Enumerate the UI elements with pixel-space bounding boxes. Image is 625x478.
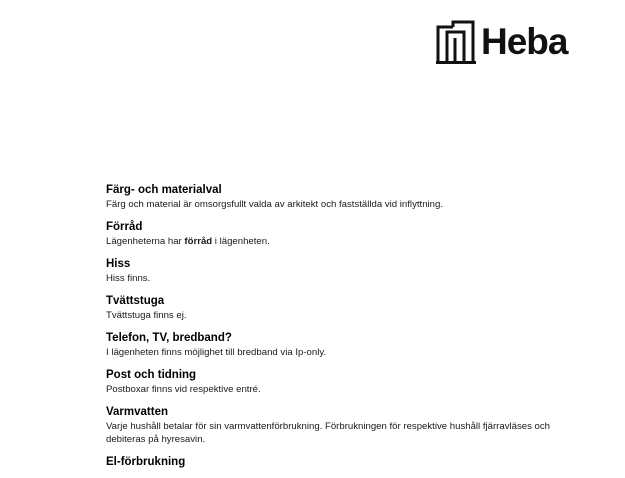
section-el-forbrukning xyxy=(106,455,576,469)
section-heading: El-förbrukning xyxy=(106,456,186,468)
section-text: Hiss finns. xyxy=(106,273,151,284)
building-icon xyxy=(436,20,476,64)
section-text xyxy=(106,235,576,248)
section-text: Färg och material är omsorgsfullt valda av arkitekt och fastställda vid inflyttning. xyxy=(106,199,443,210)
section-post-tidning xyxy=(106,368,576,396)
section-varmvatten xyxy=(106,405,576,446)
section-text-start: Lägenheterna har xyxy=(106,236,185,247)
section-heading: Förråd xyxy=(106,221,143,233)
section-heading: Varmvatten xyxy=(106,406,169,418)
section-text: Tvättstuga finns ej. xyxy=(106,310,187,321)
section-heading: Hiss xyxy=(106,258,131,270)
section-telefon-tv-bredband xyxy=(106,331,576,359)
section-text-end: i lägenheten. xyxy=(212,236,270,247)
section-text: Postboxar finns vid respektive entré. xyxy=(106,384,261,395)
section-farg-materialval xyxy=(106,183,576,211)
section-heading: Telefon, TV, bredband? xyxy=(106,332,232,344)
section-heading: Tvättstuga xyxy=(106,295,165,307)
heba-logo xyxy=(436,20,567,64)
logo-text: Heba xyxy=(481,21,568,62)
section-forrad xyxy=(106,220,576,248)
section-hiss xyxy=(106,257,576,285)
section-text: Varje hushåll betalar för sin varmvattenförbrukning. Förbrukningen för respektive hushåll fjärravläses och debiteras på hyresavin. xyxy=(106,421,551,445)
section-text: I lägenheten finns möjlighet till bredband via Ip-only. xyxy=(106,347,327,358)
section-heading: Färg- och materialval xyxy=(106,184,222,196)
section-heading: Post och tidning xyxy=(106,369,197,381)
section-tvattstuga xyxy=(106,294,576,322)
document-body xyxy=(106,183,576,478)
section-text-emphasis: förråd xyxy=(184,236,213,247)
